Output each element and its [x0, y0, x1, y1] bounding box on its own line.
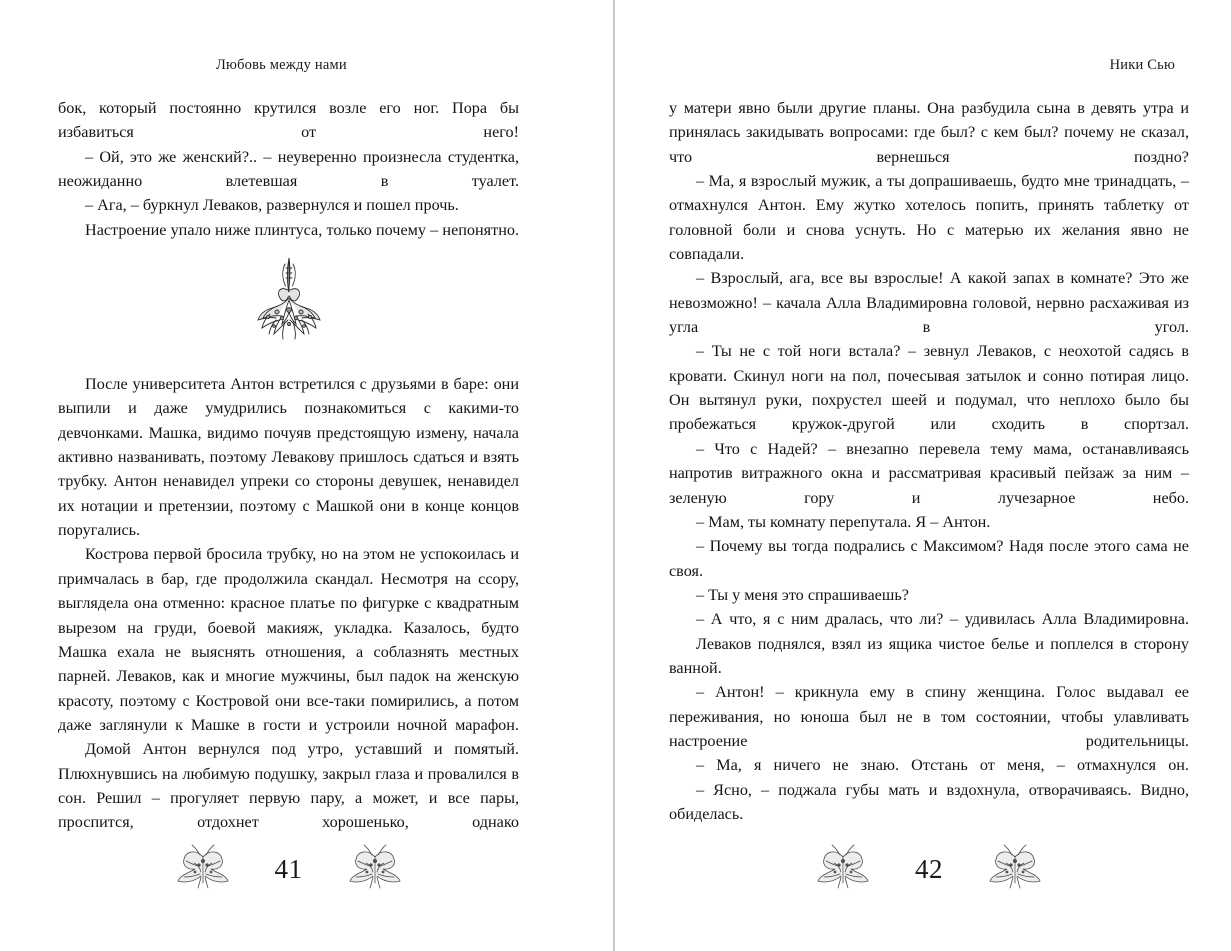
right-page [613, 0, 1231, 951]
paragraph: бок, который постоянно крутился возле его ног. Пора бы избавиться от него! [58, 99, 519, 142]
butterfly-ornament [174, 843, 232, 895]
butterfly-ornament [814, 843, 872, 895]
paragraph: – Взрослый, ага, все вы взрослые! А какой запах в комнате? Это же невозможно! – качала Алла Владимировна головой, нервно расхаживая из угла в угол. [669, 269, 1189, 337]
left-page-footer [58, 843, 519, 895]
paragraph: – Ма, я ничего не знаю. Отстань от меня, – отмахнулся он. [696, 756, 1189, 775]
left-page [0, 0, 613, 951]
right-page-running-head: Ники Сью [1109, 57, 1175, 73]
paragraph: – Что с Надей? – внезапно перевела тему мама, останавливаясь напротив витражного окна и рассматривая красивый пейзаж за ним – зеленую гору и лучезарное небо. [669, 439, 1189, 507]
paragraph: – Ага, – буркнул Леваков, развернулся и пошел прочь. [85, 196, 459, 215]
paragraph: – Ма, я взрослый мужик, а ты допрашиваешь, будто мне тринадцать, – отмахнулся Антон. Ему жутко хотелось попить, принять таблетку от головной боли и снова уснуть. Но с матерью их желания явно не совпадали. [669, 172, 1189, 264]
butterfly-ornament [346, 843, 404, 895]
paragraph: – Ты не с той ноги встала? – зевнул Леваков, с неохотой садясь в кровати. Скинул ноги на пол, почесывая затылок и сонно потирая лицо. Он вытянул руки, похрустел шеей и подумал, что неплохо было бы пробежаться кружок-другой или сходить в спортзал. [669, 342, 1189, 434]
paragraph: – Мам, ты комнату перепутала. Я – Антон. [696, 512, 991, 531]
paragraph: Леваков поднялся, взял из ящика чистое белье и поплелся в сторону ванной. [669, 634, 1189, 677]
left-page-textblock [58, 96, 519, 835]
paragraph: – Ой, это же женский?.. – неуверенно произнесла студентка, неожиданно влетевшая в туалет. [58, 147, 519, 191]
paragraph: После университета Антон встретился с друзьями в баре: они выпили и даже умудрились познакомиться с какими-то девчонками. Машка, видимо почуяв предстоящую измену, начала активно названивать, поэтому Левакову пришлось сдаться и взять трубку. Антон ненавидел упреки со стороны девушек, ненавидел их нотации и претензии, поэтому с Машкой они в конце концов поругались. [58, 375, 519, 540]
paragraph: – Ясно, – поджала губы мать и вздохнула, отворачиваясь. Видно, обиделась. [669, 780, 1189, 823]
floral-butterfly-divider-ornament [58, 246, 519, 364]
butterfly-ornament [986, 843, 1044, 895]
paragraph: Домой Антон вернулся под утро, уставший и помятый. Плюхнувшись на любимую подушку, закрыл глаза и провалился в сон. Решил – прогуляет первую пару, а может, и все пары, проспится, отдохнет хорошенько, однако [58, 740, 519, 832]
page-number: 41 [274, 853, 303, 884]
paragraph: – Антон! – крикнула ему в спину женщина. Голос выдавал ее переживания, но юноша был не в том состоянии, чтобы улавливать настроение родительницы. [669, 683, 1189, 750]
paragraph: – Ты у меня это спрашиваешь? [696, 585, 909, 604]
paragraph: Настроение упало ниже плинтуса, только почему – непонятно. [85, 220, 519, 239]
paragraph: у матери явно были другие планы. Она разбудила сына в девять утра и принялась закидывать вопросами: где был? с кем был? почему не сказал, что вернешься поздно? [669, 99, 1189, 166]
paragraph: – А что, я с ним дралась, что ли? – удивилась Алла Владимировна. [696, 610, 1189, 629]
left-page-running-head: Любовь между нами [216, 57, 347, 73]
right-page-footer [669, 843, 1189, 895]
paragraph: Кострова первой бросила трубку, но на этом не успокоилась и примчалась в бар, где продолжила скандал. Несмотря на ссору, выглядела она отменно: красное платье по фигурке с квадратным вырезом на груди, боевой макияж, укладка. Казалось, будто Машка ехала не выяснять отношения, а соблазнять местных парней. Леваков, как и многие мужчины, был падок на женскую красоту, поэтому с Костровой они все-таки помирились, а потом даже заглянули к Машке в гости и устроили ночной марафон. [58, 545, 519, 734]
right-page-textblock [669, 96, 1189, 826]
paragraph: – Почему вы тогда подрались с Максимом? Надя после этого сама не своя. [669, 537, 1189, 580]
page-number: 42 [915, 853, 943, 884]
